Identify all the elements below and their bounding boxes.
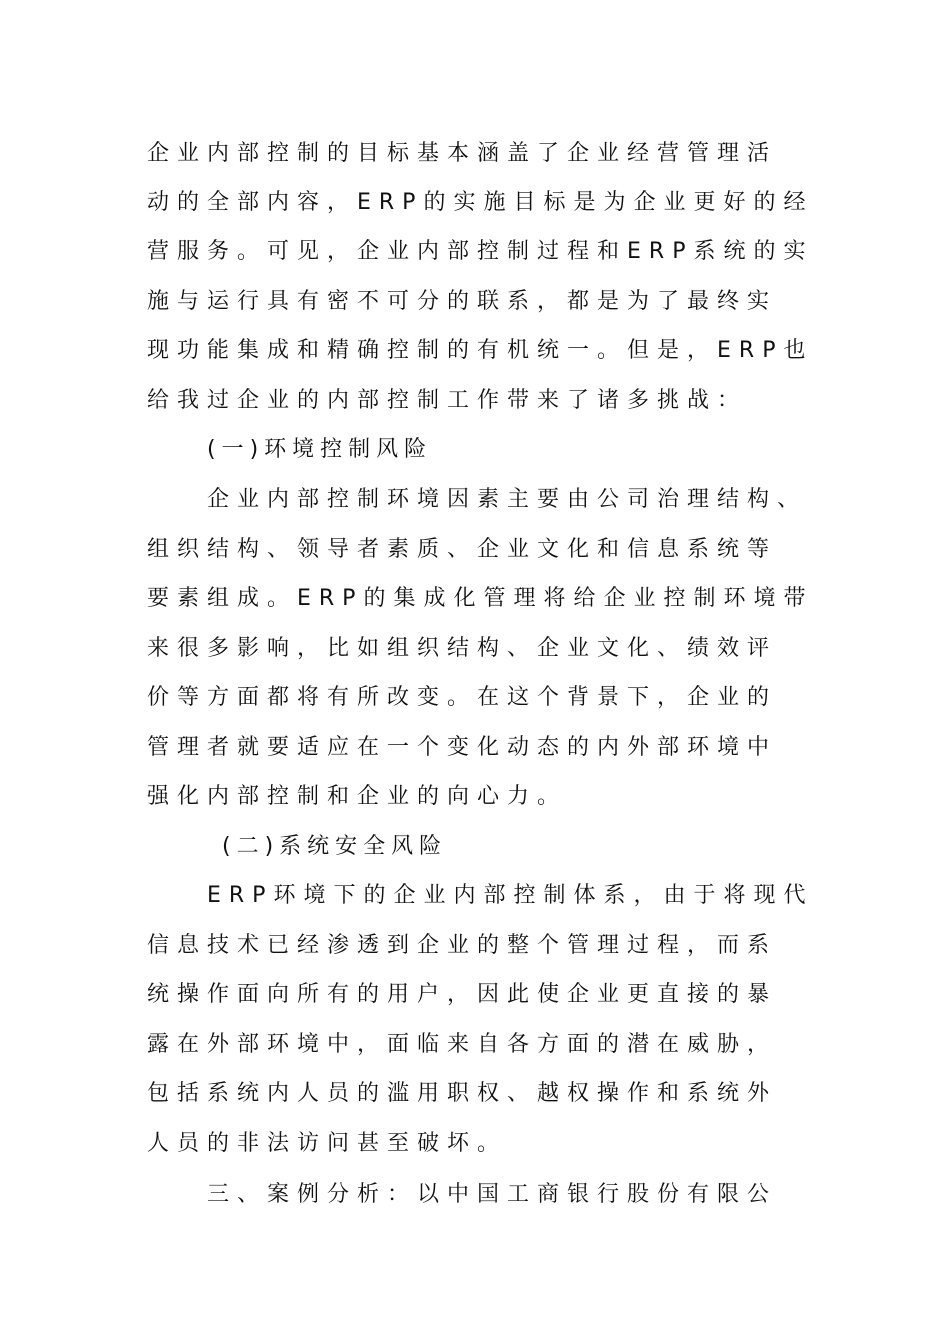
paragraph-line: 露在外部环境中，面临来自各方面的潜在威胁， <box>147 1032 778 1057</box>
paragraph-line: 企业内部控制环境因素主要由公司治理结构、 <box>207 487 808 512</box>
paragraph-line: 价等方面都将有所改变。在这个背景下，企业的 <box>147 685 778 710</box>
paragraph-line: 包括系统内人员的滥用职权、越权操作和系统外 <box>147 1081 778 1106</box>
paragraph-line: ERP环境下的企业内部控制体系，由于将现代 <box>207 883 814 908</box>
paragraph-line: 给我过企业的内部控制工作带来了诸多挑战： <box>147 388 748 413</box>
section-heading: (二)系统安全风险 <box>222 834 448 859</box>
paragraph-line: 人员的非法访问甚至破坏。 <box>147 1131 508 1156</box>
section-heading: (一)环境控制风险 <box>207 437 433 462</box>
paragraph-line: 三、案例分析：以中国工商银行股份有限公 <box>207 1182 778 1207</box>
paragraph-line: 统操作面向所有的用户，因此使企业更直接的暴 <box>147 982 778 1007</box>
paragraph-line: 强化内部控制和企业的向心力。 <box>147 784 568 809</box>
paragraph-line: 管理者就要适应在一个变化动态的内外部环境中 <box>147 735 778 760</box>
paragraph-line: 动的全部内容，ERP的实施目标是为企业更好的经 <box>147 190 814 215</box>
paragraph-line: 营服务。可见，企业内部控制过程和ERP系统的实 <box>147 239 814 264</box>
paragraph-line: 组织结构、领导者素质、企业文化和信息系统等 <box>147 537 778 562</box>
paragraph-line: 企业内部控制的目标基本涵盖了企业经营管理活 <box>147 141 778 166</box>
paragraph-line: 要素组成。ERP的集成化管理将给企业控制环境带 <box>147 586 814 611</box>
paragraph-line: 信息技术已经渗透到企业的整个管理过程，而系 <box>147 933 778 958</box>
paragraph-line: 来很多影响，比如组织结构、企业文化、绩效评 <box>147 636 778 661</box>
paragraph-line: 现功能集成和精确控制的有机统一。但是，ERP也 <box>147 338 814 363</box>
paragraph-line: 施与运行具有密不可分的联系，都是为了最终实 <box>147 289 778 314</box>
